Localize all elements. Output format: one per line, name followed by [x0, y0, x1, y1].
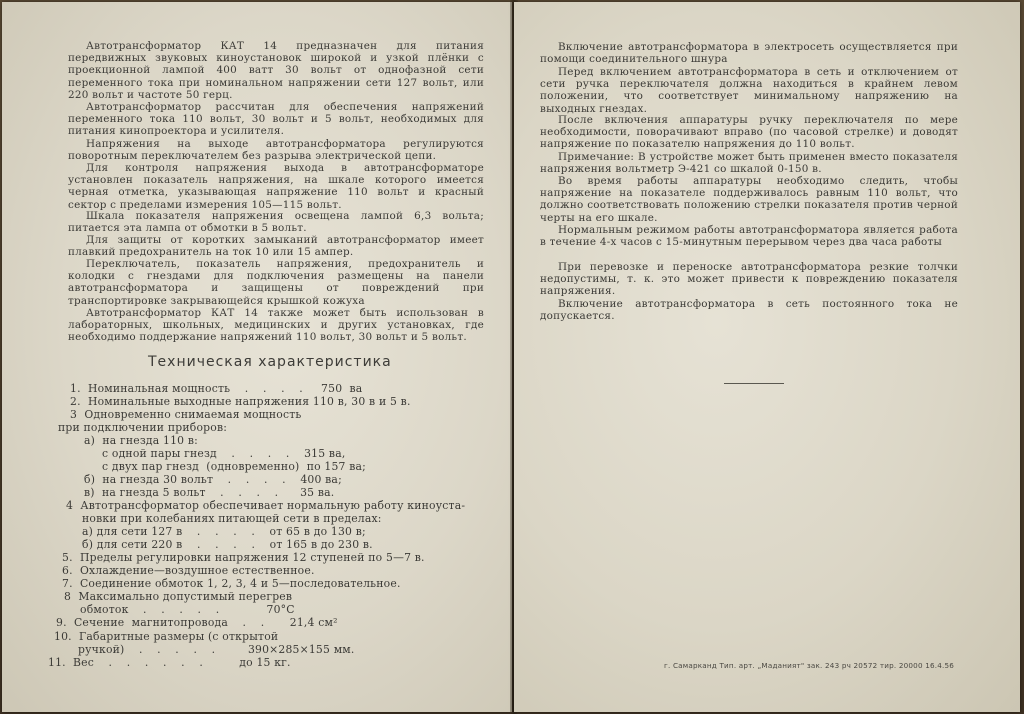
spec-line: 5. Пределы регулировки напряжения 12 ступеней по 5—7 в. — [62, 551, 425, 564]
spec-line: 2. Номинальные выходные напряжения 110 в, 30 в и 5 в. — [70, 395, 411, 408]
printer-imprint: г. Самарканд Тип. арт. „Маданият" зак. 243 рч 20572 тир. 20000 16.4.56 — [664, 661, 955, 670]
spec-line: б) на гнезда 30 вольт . . . . 400 ва; — [84, 473, 342, 486]
paragraph: Во время работы аппаратуры необходимо следить, чтобы напряжение на показателе поддерживалось равным 110 вольт, что должно соответствовать положению стрелки показателя против черной черты на его шкале. — [540, 175, 958, 224]
spec-line: в) на гнезда 5 вольт . . . . 35 ва. — [84, 486, 335, 499]
spec-line: 8 Максимально допустимый перегрев — [64, 590, 293, 603]
spec-line: с одной пары гнезд . . . . 315 ва, — [102, 447, 346, 460]
spec-line: 6. Охлаждение—воздушное естественное. — [62, 564, 315, 577]
spec-line: новки при колебаниях питающей сети в пределах: — [82, 512, 382, 525]
paragraph: Шкала показателя напряжения освещена лампой 6,3 вольта; питается эта лампа от обмотки в 5 вольт. — [68, 210, 484, 235]
spec-line: 7. Соединение обмоток 1, 2, 3, 4 и 5—последовательное. — [62, 577, 401, 590]
spec-line: а) для сети 127 в . . . . от 65 в до 130 в; — [82, 525, 366, 538]
paragraph: Автотрансформатор КАТ 14 также может быть использован в лабораторных, школьных, медицинских и других установках, где необходимо поддержание напряжений 110 вольт, 30 вольт и 5 вольт. — [68, 307, 484, 344]
paragraph: Включение автотрансформатора в сеть постоянного тока не допускается. — [540, 298, 958, 323]
spec-line: при подключении приборов: — [58, 421, 228, 434]
paragraph: Напряжения на выходе автотрансформатора регулируются поворотным переключателем без разрыва электрической цепи. — [68, 138, 484, 163]
right-page — [514, 2, 1020, 712]
paragraph: После включения аппаратуры ручку переключателя по мере необходимости, поворачивают вправо (по часовой стрелке) и доводят напряжение по показателю напряжения до 110 вольт. — [540, 114, 958, 151]
paragraph: Перед включением автотрансформатора в сеть и отключением от сети ручка переключателя должна находиться в крайнем левом положении, что соответствует минимальному напряжению на выходных гнездах. — [540, 66, 958, 115]
paragraph: Примечание: В устройстве может быть применен вместо показателя напряжения вольтметр Э-421 со шкалой 0-150 в. — [540, 151, 958, 176]
spec-line: обмоток . . . . . 70°C — [80, 603, 295, 616]
divider-rule — [724, 383, 784, 384]
spec-line: 10. Габаритные размеры (с открытой — [54, 630, 279, 643]
spec-line: ручкой) . . . . . 390×285×155 мм. — [78, 643, 355, 656]
spec-line: 1. Номинальная мощность . . . . 750 ва — [70, 382, 363, 395]
paragraph: При перевозке и переноске автотрансформатора резкие толчки недопустимы, т. к. это может привести к повреждению показателя напряжения. — [540, 261, 958, 298]
spec-line: 3 Одновременно снимаемая мощность — [70, 408, 302, 421]
paragraph: Для защиты от коротких замыканий автотрансформатор имеет плавкий предохранитель на ток 10 или 15 ампер. — [68, 234, 484, 259]
spec-title: Техническая характеристика — [148, 354, 392, 370]
left-page — [2, 2, 512, 712]
paragraph: Переключатель, показатель напряжения, предохранитель и колодки с гнездами для подключения размещены на панели автотрансформатора и защищены от повреждений при транспортировке закрывающейся крышкой кожуха — [68, 258, 484, 307]
paragraph: Автотрансформатор КАТ 14 предназначен для питания передвижных звуковых киноустановок широкой и узкой плёнки с проекционной лампой 400 ватт 30 вольт от однофазной сети переменного тока при номинальном напряжении сети 127 вольт, или 220 вольт и частоте 50 герц. — [68, 40, 484, 101]
spec-line: 4 Автотрансформатор обеспечивает нормальную работу киноуста- — [66, 499, 466, 512]
paragraph: Для контроля напряжения выхода в автотрансформаторе установлен показатель напряжения, на шкале которого имеется черная отметка, указывающая напряжение 110 вольт и красный сектор с пределами измерения 105—115 вольт. — [68, 162, 484, 211]
spec-line: с двух пар гнезд (одновременно) по 157 ва; — [102, 460, 367, 473]
paragraph: Включение автотрансформатора в электросеть осуществляется при помощи соединительного шнура — [540, 41, 958, 66]
spec-line: б) для сети 220 в . . . . от 165 в до 230 в. — [82, 538, 373, 551]
spec-line: 9. Сечение магнитопровода . . 21,4 см² — [56, 616, 338, 629]
paragraph: Нормальным режимом работы автотрансформатора является работа в течение 4-х часов с 15-минутным перерывом через два часа работы — [540, 224, 958, 249]
paragraph: Автотрансформатор рассчитан для обеспечения напряжений переменного тока 110 вольт, 30 вольт и 5 вольт, необходимых для питания кинопроектора и усилителя. — [68, 101, 484, 138]
spec-line: а) на гнезда 110 в: — [84, 434, 198, 447]
spec-line: 11. Вес . . . . . . до 15 кг. — [48, 656, 291, 669]
